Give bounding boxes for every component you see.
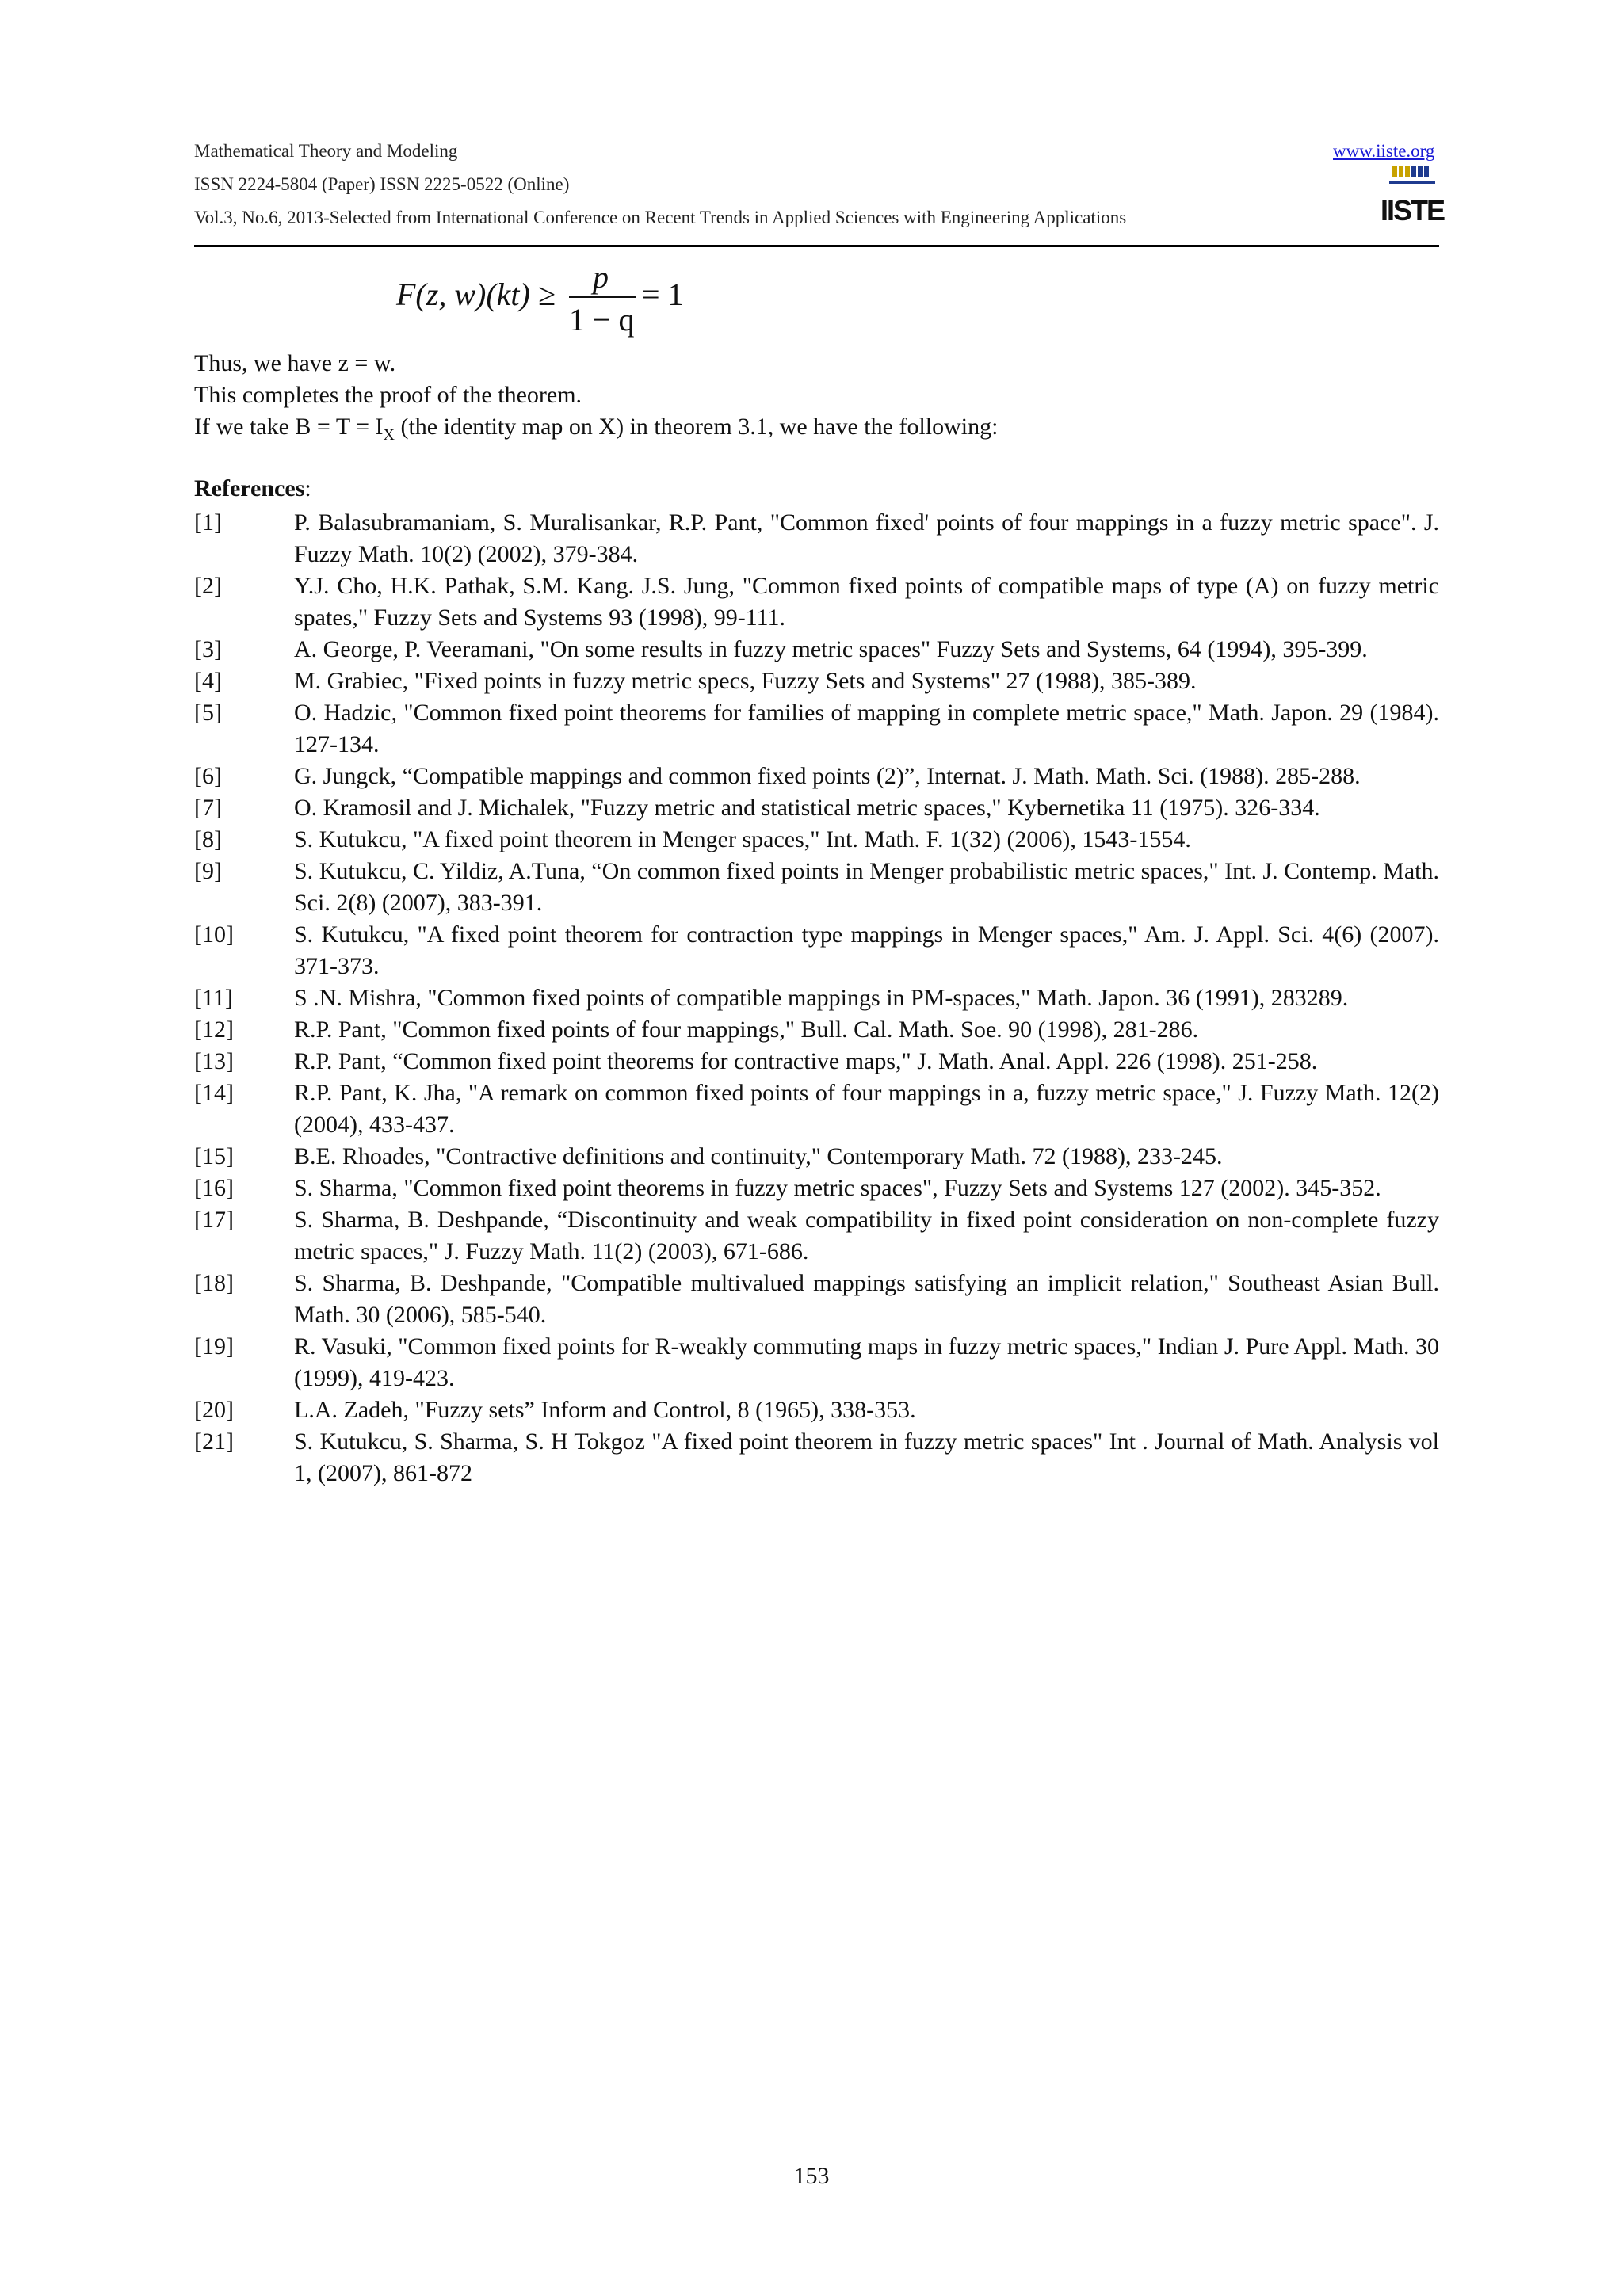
reference-number: [9] [194, 858, 222, 884]
reference-text: B.E. Rhoades, "Contractive definitions and continuity," Contemporary Math. 72 (1988), 233-245. [294, 1143, 1223, 1169]
reference-number: [1] [194, 509, 222, 536]
reference-item [194, 507, 1439, 570]
reference-item [194, 666, 1439, 697]
reference-text: S. Kutukcu, "A fixed point theorem for contraction type mappings in Menger spaces," Am. J. Appl. Sci. 4(6) (2007). 371-373. [294, 921, 1439, 979]
reference-item [194, 1077, 1439, 1141]
reference-item [194, 697, 1439, 761]
reference-number: [14] [194, 1080, 234, 1106]
reference-item [194, 1426, 1439, 1489]
reference-number: [6] [194, 763, 222, 789]
reference-item [194, 1141, 1439, 1173]
reference-number: [15] [194, 1143, 234, 1169]
reference-item [194, 856, 1439, 919]
reference-number: [19] [194, 1333, 234, 1360]
reference-number: [8] [194, 826, 222, 852]
reference-text: S. Sharma, B. Deshpande, “Discontinuity and weak compatibility in fixed point consideration on non-complete fuzzy metric spaces," J. Fuzzy Math. 11(2) (2003), 671-686. [294, 1207, 1439, 1264]
reference-item [194, 919, 1439, 982]
reference-item [194, 1173, 1439, 1204]
reference-text: S. Kutukcu, C. Yildiz, A.Tuna, “On common fixed points in Menger probabilistic metric spaces," Int. J. Contemp. Math. Sci. 2(8) (2007), 383-391. [294, 858, 1439, 916]
reference-number: [18] [194, 1270, 234, 1296]
reference-text: S. Kutukcu, S. Sharma, S. H Tokgoz "A fixed point theorem in fuzzy metric spaces" Int . Journal of Math. Analysis vol 1, (2007), 861-872 [294, 1428, 1439, 1486]
reference-text: O. Hadzic, "Common fixed point theorems for families of mapping in complete metric space," Math. Japon. 29 (1984). 127-134. [294, 700, 1439, 757]
reference-text: M. Grabiec, "Fixed points in fuzzy metric specs, Fuzzy Sets and Systems" 27 (1988), 385-389. [294, 668, 1197, 694]
reference-number: [10] [194, 921, 234, 948]
reference-text: P. Balasubramaniam, S. Muralisankar, R.P. Pant, "Common fixed' points of four mappings in a fuzzy metric space". J. Fuzzy Math. 10(2) (2002), 379-384. [294, 509, 1439, 567]
fraction-bar [569, 296, 636, 298]
reference-text: S .N. Mishra, "Common fixed points of compatible mappings in PM-spaces," Math. Japon. 36 (1991), 283289. [294, 985, 1349, 1011]
references-heading: References: [194, 475, 311, 502]
reference-text: Y.J. Cho, H.K. Pathak, S.M. Kang. J.S. Jung, "Common fixed points of compatible maps of type (A) on fuzzy metric spates," Fuzzy Sets and Systems 93 (1998), 99-111. [294, 573, 1439, 631]
reference-number: [13] [194, 1048, 234, 1074]
reference-number: [3] [194, 636, 222, 662]
reference-item [194, 1394, 1439, 1426]
reference-number: [12] [194, 1016, 234, 1043]
reference-text: S. Sharma, B. Deshpande, "Compatible multivalued mappings satisfying an implicit relation," Southeast Asian Bull. Math. 30 (2006), 585-540. [294, 1270, 1439, 1328]
reference-text: A. George, P. Veeramani, "On some results in fuzzy metric spaces" Fuzzy Sets and Systems, 64 (1994), 395-399. [294, 636, 1368, 662]
journal-title: Mathematical Theory and Modeling [194, 141, 458, 161]
body-line-2: This completes the proof of the theorem. [194, 382, 582, 408]
reference-text: S. Kutukcu, "A fixed point theorem in Menger spaces," Int. Math. F. 1(32) (2006), 1543-1554. [294, 826, 1191, 852]
svg-text:IISTE: IISTE [1380, 194, 1445, 227]
reference-item [194, 1331, 1439, 1394]
references-list [194, 507, 1439, 1489]
equation-numerator: p [593, 259, 609, 295]
reference-number: [4] [194, 668, 222, 694]
reference-number: [5] [194, 700, 222, 726]
reference-text: S. Sharma, "Common fixed point theorems in fuzzy metric spaces", Fuzzy Sets and Systems 127 (2002). 345-352. [294, 1175, 1381, 1201]
reference-item [194, 1046, 1439, 1077]
reference-text: R.P. Pant, “Common fixed point theorems for contractive maps," J. Math. Anal. Appl. 226 (1998). 251-258. [294, 1048, 1318, 1074]
reference-text: L.A. Zadeh, "Fuzzy sets” Inform and Control, 8 (1965), 338-353. [294, 1397, 916, 1423]
reference-item [194, 1204, 1439, 1268]
reference-item [194, 570, 1439, 634]
equation-lhs: F(z, w)(kt) ≥ [396, 277, 556, 312]
reference-item [194, 761, 1439, 792]
reference-item [194, 1268, 1439, 1331]
reference-item [194, 1014, 1439, 1046]
body-line-1: Thus, we have z = w. [194, 350, 396, 376]
reference-number: [2] [194, 573, 222, 599]
header-divider [194, 245, 1439, 247]
reference-number: [16] [194, 1175, 234, 1201]
iiste-logo-icon [1380, 165, 1445, 227]
page-number: 153 [793, 2163, 830, 2189]
reference-text: G. Jungck, “Compatible mappings and common fixed points (2)”, Internat. J. Math. Math. Sci. (1988). 285-288. [294, 763, 1361, 789]
body-line-3: If we take $B = T = I_X$ (the identity map on X) in theorem 3.1, we have the following: [194, 414, 999, 444]
equation-rhs: = 1 [642, 277, 684, 312]
reference-text: O. Kramosil and J. Michalek, "Fuzzy metric and statistical metric spaces," Kybernetika 11 (1975). 326-334. [294, 795, 1320, 821]
reference-item [194, 824, 1439, 856]
issn-line: ISSN 2224-5804 (Paper) ISSN 2225-0522 (Online) [194, 174, 570, 194]
reference-number: [20] [194, 1397, 234, 1423]
reference-text: R.P. Pant, "Common fixed points of four mappings," Bull. Cal. Math. Soe. 90 (1998), 281-286. [294, 1016, 1199, 1043]
equation [396, 261, 713, 349]
reference-item [194, 792, 1439, 824]
equation-denominator: 1 − q [569, 302, 635, 338]
reference-number: [11] [194, 985, 233, 1011]
journal-url-link[interactable]: www.iiste.org [1333, 141, 1435, 161]
reference-number: [21] [194, 1428, 234, 1455]
reference-item [194, 634, 1439, 666]
volume-line: Vol.3, No.6, 2013-Selected from International Conference on Recent Trends in Applied Sciences with Engineering Applications [194, 208, 1127, 227]
reference-number: [7] [194, 795, 222, 821]
reference-text: R. Vasuki, "Common fixed points for R-weakly commuting maps in fuzzy metric spaces," Indian J. Pure Appl. Math. 30 (1999), 419-423. [294, 1333, 1439, 1391]
reference-number: [17] [194, 1207, 234, 1233]
reference-item [194, 982, 1439, 1014]
reference-text: R.P. Pant, K. Jha, "A remark on common fixed points of four mappings in a, fuzzy metric space," J. Fuzzy Math. 12(2) (2004), 433-437. [294, 1080, 1439, 1138]
